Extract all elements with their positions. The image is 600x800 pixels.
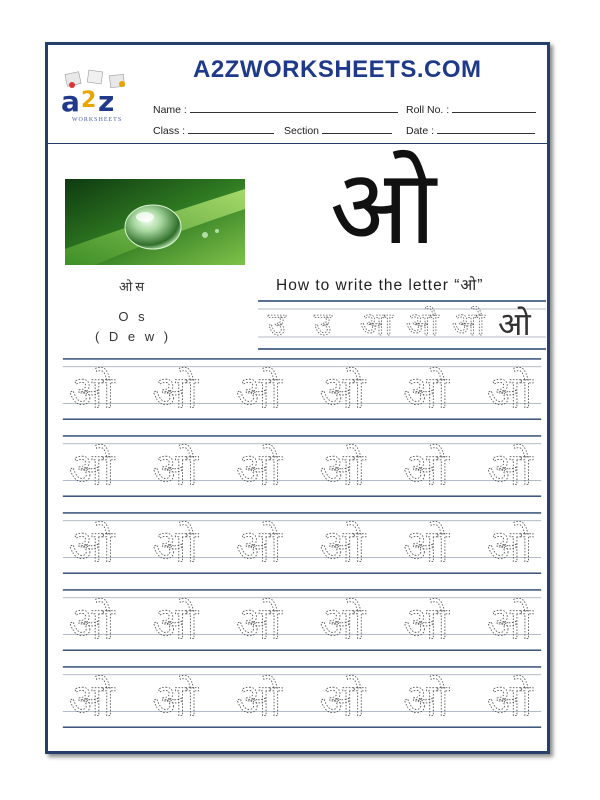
trace-letter[interactable]: ओ	[68, 442, 115, 496]
practice-row[interactable]	[56, 357, 548, 427]
main-letter: ओ	[329, 146, 437, 268]
trace-letter[interactable]: ओ	[68, 365, 115, 419]
trace-letter[interactable]: ओ	[403, 596, 449, 650]
trace-letter[interactable]: ओ	[319, 596, 366, 650]
dew-drop-icon	[65, 179, 245, 265]
trace-letter[interactable]: ओ	[403, 365, 449, 419]
section-line[interactable]	[322, 123, 392, 134]
class-line[interactable]	[188, 123, 274, 134]
name-field[interactable]	[153, 102, 398, 116]
trace-letter[interactable]: ओ	[486, 673, 533, 727]
section-label: Section	[284, 125, 320, 137]
instruction-text: How to write the letter “ओ”	[276, 277, 484, 294]
trace-letter[interactable]: ओ	[319, 519, 366, 573]
stroke-step-glyph: आ	[360, 305, 393, 343]
roll-line[interactable]	[452, 102, 536, 113]
date-field[interactable]	[406, 123, 535, 137]
trace-letter[interactable]: ओ	[235, 442, 282, 496]
practice-row[interactable]	[56, 511, 548, 581]
trace-letter[interactable]: ओ	[152, 519, 199, 573]
trace-letter[interactable]: ओ	[403, 442, 449, 496]
logo-icon	[58, 69, 136, 117]
trace-letter[interactable]: ओ	[152, 673, 199, 727]
class-label: Class :	[153, 125, 186, 137]
stroke-step-glyph: ओ	[452, 305, 485, 343]
worksheet-header	[48, 45, 547, 144]
trace-letter[interactable]: ओ	[403, 673, 449, 727]
trace-letter[interactable]: ओ	[486, 442, 533, 496]
trace-letter[interactable]: ओ	[486, 365, 533, 419]
site-title[interactable]: A2ZWORKSHEETS.COM	[193, 56, 482, 83]
trace-letter[interactable]: ओ	[235, 673, 282, 727]
trace-letter[interactable]: ओ	[319, 365, 366, 419]
stroke-step-glyph: उ	[314, 305, 332, 343]
practice-row[interactable]	[56, 588, 548, 658]
name-label: Name :	[153, 104, 187, 116]
english-meaning: ( D e w )	[94, 329, 172, 344]
trace-letter[interactable]: ओ	[68, 673, 115, 727]
trace-letter[interactable]: ओ	[486, 596, 533, 650]
trace-letter[interactable]: ओ	[319, 442, 366, 496]
stroke-step-glyph: उ	[268, 305, 286, 343]
trace-letter[interactable]: ओ	[235, 596, 282, 650]
stroke-step-glyph: ओ	[406, 305, 439, 343]
trace-letter[interactable]: ओ	[68, 519, 115, 573]
trace-letter[interactable]: ओ	[486, 519, 533, 573]
date-line[interactable]	[437, 123, 535, 134]
roll-field[interactable]	[406, 102, 536, 116]
logo-text: WORKSHEETS	[71, 117, 123, 123]
hindi-word: ओस	[118, 280, 148, 295]
roll-label: Roll No. :	[406, 104, 450, 116]
practice-row[interactable]	[56, 434, 548, 504]
practice-row[interactable]	[56, 665, 548, 735]
class-field[interactable]	[153, 123, 274, 137]
trace-letter[interactable]: ओ	[68, 596, 115, 650]
a2z-logo	[58, 69, 136, 129]
name-line[interactable]	[190, 102, 398, 113]
trace-letter[interactable]: ओ	[235, 365, 282, 419]
word-panel	[48, 143, 255, 350]
section-field[interactable]	[284, 123, 392, 137]
svg-text:z: z	[98, 85, 115, 117]
trace-letter[interactable]: ओ	[152, 365, 199, 419]
svg-text:a: a	[61, 85, 80, 117]
trace-letter[interactable]: ओ	[403, 519, 449, 573]
trace-letter[interactable]: ओ	[152, 596, 199, 650]
date-label: Date :	[406, 125, 435, 137]
stroke-step-glyph: ओ	[498, 305, 531, 343]
trace-letter[interactable]: ओ	[235, 519, 282, 573]
trace-letter[interactable]: ओ	[152, 442, 199, 496]
trace-letter[interactable]: ओ	[319, 673, 366, 727]
stroke-order-demo	[258, 299, 546, 351]
dew-photo	[65, 179, 245, 265]
svg-text:2: 2	[81, 88, 97, 113]
worksheet	[45, 42, 550, 754]
transliteration: O s	[118, 309, 148, 324]
